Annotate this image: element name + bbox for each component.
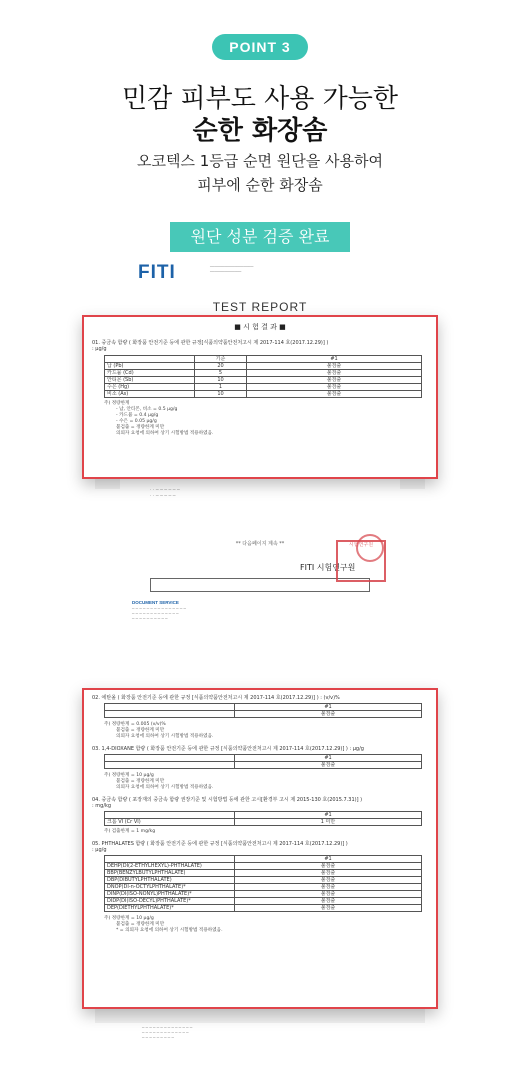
row-item: DEHP(DI(2-ETHYLHEXYL)-PHTHALATE) xyxy=(105,863,235,870)
row-result: 불검출 xyxy=(235,877,422,884)
section-04-unit: : mg/kg xyxy=(92,803,112,809)
row-result: 불검출 xyxy=(235,891,422,898)
note-line: 의뢰자 요청에 의하여 상기 시험방법 적용하였음. xyxy=(116,785,214,790)
note-line: - 카드뮴 = 0.4 μg/g xyxy=(116,413,159,418)
chromium-table xyxy=(104,811,422,826)
row-item: DEP(DIETHYLPHTHALATE)* xyxy=(105,905,235,912)
notes xyxy=(104,401,436,437)
cell-blank xyxy=(105,711,235,718)
phthalates-table xyxy=(104,855,422,912)
row-item: BBP(BENZYLBUTYLPHTHALATE) xyxy=(105,870,235,877)
note-line: 주) 정량한계 = 0.005 (v/v)% xyxy=(104,722,166,727)
row-item: DINP(DI(ISO-NONYL)PHTHALATE)* xyxy=(105,891,235,898)
table-row xyxy=(105,370,422,377)
stamp-seal-icon xyxy=(356,534,384,562)
row-result: 불검출 xyxy=(235,884,422,891)
note-line: 불검출 = 정량한계 미만 xyxy=(116,425,165,430)
notes xyxy=(104,722,436,740)
notes xyxy=(104,916,436,934)
note-line: - 납, 안티몬, 비소 = 0.5 μg/g xyxy=(116,407,178,412)
point-badge: POINT 3 xyxy=(212,34,308,60)
chromium-item: 크롬 VI (Cr VI) xyxy=(105,819,235,826)
table-row xyxy=(105,905,422,912)
row-limit: 10 xyxy=(195,391,247,398)
section-01-title: 01. 중금속 함량 ( 화장품 안전기준 등에 관한 규정[식품의약품안전처고시 제 2017-114 호(2017.12.29)] ) xyxy=(92,340,329,346)
section-01-unit: : μg/g xyxy=(92,346,107,352)
row-item: 안티몬 (Sb) xyxy=(105,377,195,384)
title-line-1: 민감 피부도 사용 가능한 xyxy=(122,84,398,114)
col-result: #1 xyxy=(235,755,422,762)
row-item: 비소 (As) xyxy=(105,391,195,398)
table-header-criteria: 기준 xyxy=(195,356,247,363)
table-row xyxy=(105,863,422,870)
section-04-title: 04. 중금속 함량 ( 포장재의 중금속 함량 권장기준 및 시험방법 등에 관한 고시[환경부 고시 제 2015-130 호(2015.7.31)] ) xyxy=(92,797,363,803)
subtitle-line-1: 오코텍스 1등급 순면 원단을 사용하여 xyxy=(137,152,383,170)
next-page-note: ** 다음페이지 계속 ** xyxy=(235,541,285,547)
heavy-metal-table xyxy=(104,355,422,398)
dioxane-table xyxy=(104,754,422,769)
note-line: 주) 정량한계 = 10 μg/g xyxy=(104,916,154,921)
row-item: DBP(DIBUTYLPHTHALATE) xyxy=(105,877,235,884)
section-03-title: 03. 1,4-DIOXANE 함량 ( 화장품 안전기준 등에 관한 규정 [식품의약품안전처고시 제 2017-114 호(2017.12.29)] ) : μg/g xyxy=(92,746,364,752)
result-highlight-2 xyxy=(82,688,438,1009)
table-row xyxy=(105,898,422,905)
doc-service-text: ─ ─ ─ ─ ─ ─ ─ ─ ─ ─ ─ ─ ─ ─ ─ ─ ─ ─ ─ ─ ─ ─ ─ ─ ─ ─ ─ ─ ─ ─ ─ ─ ─ ─ ─ ─ ─ ─ xyxy=(132,606,186,621)
cell-blank xyxy=(105,762,235,769)
row-item: DNOP(DI-n-OCTYLPHTHALATE)* xyxy=(105,884,235,891)
row-limit: 5 xyxy=(195,370,247,377)
note-line: 의뢰자 요청에 의하여 상기 시험방법 적용하였음. xyxy=(116,431,214,436)
col-result: #1 xyxy=(235,812,422,819)
row-item: 수은 (Hg) xyxy=(105,384,195,391)
paper-shadow xyxy=(95,1009,425,1023)
chromium-result: 1 미만 xyxy=(235,819,422,826)
col-result: #1 xyxy=(235,856,422,863)
col-result: #1 xyxy=(235,704,422,711)
faded-notes: · · ─ ─ ─ ─ ─ ─ · · ─ ─ ─ ─ ─ xyxy=(150,488,180,499)
row-item: DIDP(DI(ISO-DECYL)PHTHALATE)* xyxy=(105,898,235,905)
ethanol-result: 불검출 xyxy=(235,711,422,718)
notes xyxy=(104,773,436,791)
note-line: * = 의뢰자 요청에 의하여 상기 시험방법 적용하였음. xyxy=(116,928,223,933)
doc-service-text: ─ ─ ─ ─ ─ ─ ─ ─ ─ ─ ─ ─ ─ ─ ─ ─ ─ ─ ─ ─ ─ ─ ─ ─ ─ ─ ─ ─ ─ ─ ─ ─ ─ ─ ─ ─ xyxy=(142,1025,193,1040)
subtitle-line-2: 피부에 순한 화장솜 xyxy=(197,176,323,194)
row-result: 불검출 xyxy=(247,363,422,370)
section-05-unit: : μg/g xyxy=(92,847,107,853)
table-row xyxy=(105,891,422,898)
table-row xyxy=(105,391,422,398)
note-line: 불검출 = 정량한계 미만 xyxy=(116,728,165,733)
table-row xyxy=(105,870,422,877)
row-limit: 1 xyxy=(195,384,247,391)
row-limit: 10 xyxy=(195,377,247,384)
row-result: 불검출 xyxy=(235,898,422,905)
note-line: 주) 검출한계 = 1 mg/kg xyxy=(104,829,156,834)
table-header-result: #1 xyxy=(247,356,422,363)
fiti-logo: FITI xyxy=(138,262,176,283)
ethanol-table xyxy=(104,703,422,718)
section-02-title: 02. 에탄올 ( 화장품 안전기준 등에 관한 규정 [식품의약품안전처고시 제 2017-114 호(2017.12.29)] ) : (v/v)% xyxy=(92,695,340,701)
row-item: 납 (Pb) xyxy=(105,363,195,370)
note-line: - 수은 = 0.05 μg/g xyxy=(116,419,157,424)
note-line: 의뢰자 요청에 의하여 상기 시험방법 적용하였음. xyxy=(116,734,214,739)
verified-badge: 원단 성분 검증 완료 xyxy=(170,222,350,252)
row-item: 카드뮴 (Cd) xyxy=(105,370,195,377)
table-row xyxy=(105,884,422,891)
result-highlight-1 xyxy=(82,315,438,479)
table-header-row xyxy=(105,356,422,363)
note-line: 주) 정량한계 xyxy=(104,401,130,406)
dioxane-result: 불검출 xyxy=(235,762,422,769)
row-result: 불검출 xyxy=(247,377,422,384)
result-title: ■ 시 험 결 과 ■ xyxy=(234,323,286,331)
row-result: 불검출 xyxy=(235,905,422,912)
row-result: 불검출 xyxy=(235,863,422,870)
row-result: 불검출 xyxy=(235,870,422,877)
test-report-title: TEST REPORT xyxy=(212,300,308,314)
cell-blank xyxy=(105,755,235,762)
row-result: 불검출 xyxy=(247,370,422,377)
table-row xyxy=(105,877,422,884)
note-line: 불검출 = 정량한계 미만 xyxy=(116,922,165,927)
title-line-2: 순한 화장솜 xyxy=(192,116,328,146)
cell-blank xyxy=(105,856,235,863)
table-header-blank xyxy=(105,356,195,363)
table-row xyxy=(105,377,422,384)
table-row xyxy=(105,363,422,370)
row-result: 불검출 xyxy=(247,391,422,398)
row-limit: 20 xyxy=(195,363,247,370)
row-result: 불검출 xyxy=(247,384,422,391)
stamp-text: 시험연구원 xyxy=(348,542,374,548)
section-05-title: 05. PHTHALATES 함량 ( 화장품 안전기준 등에 관한 규정 [식품의약품안전처고시 제 2017-114 호(2017.12.29)] ) xyxy=(92,841,348,847)
fiti-org-name: FITI 시험연구원 xyxy=(300,563,356,572)
cell-blank xyxy=(105,704,235,711)
table-row xyxy=(105,384,422,391)
document-service-label: DOCUMENT SERVICE xyxy=(132,600,179,605)
issuer-address: ────────────────── ───────────── xyxy=(210,264,254,274)
note-line: 불검출 = 정량한계 미만 xyxy=(116,779,165,784)
note-line: 주) 정량한계 = 10 μg/g xyxy=(104,773,154,778)
cell-blank xyxy=(105,812,235,819)
